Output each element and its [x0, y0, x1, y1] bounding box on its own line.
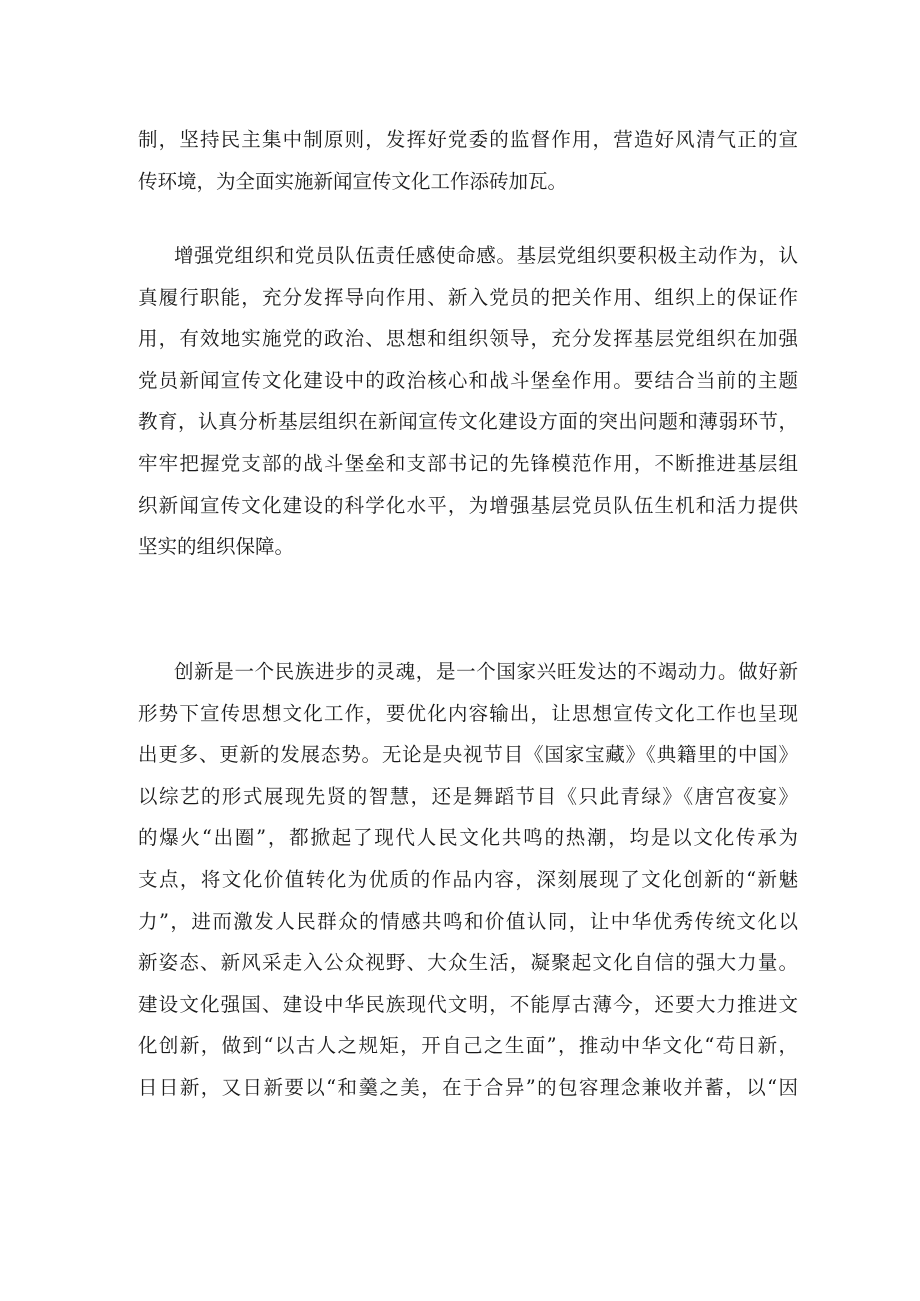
text-line: 创新是一个民族进步的灵魂，是一个国家兴旺发达的不竭动力。做好新	[174, 660, 798, 683]
text-line: 力”，进而激发人民群众的情感共鸣和价值认同，让中华优秀传统文化以	[138, 909, 798, 933]
text-line: 形势下宣传思想文化工作，要优化内容输出，让思想宣传文化工作也呈现	[138, 701, 798, 725]
text-line: 坚实的组织保障。	[138, 535, 295, 559]
text-line: 党员新闻宣传文化建设中的政治核心和战斗堡垒作用。要结合当前的主题	[138, 368, 798, 392]
text-line: 织新闻宣传文化建设的科学化水平，为增强基层党员队伍生机和活力提供	[138, 493, 798, 517]
text-line: 出更多、更新的发展态势。无论是央视节目《国家宝藏》《典籍里的中国》	[138, 743, 798, 767]
text-line: 增强党组织和党员队伍责任感使命感。基层党组织要积极主动作为，认	[174, 244, 798, 267]
text-line: 教育，认真分析基层组织在新闻宣传文化建设方面的突出问题和薄弱环节，	[138, 410, 798, 434]
text-line: 支点，将文化价值转化为优质的作品内容，深刻展现了文化创新的“新魅	[138, 867, 798, 891]
text-line: 建设文化强国、建设中华民族现代文明，不能厚古薄今，还要大力推进文	[138, 992, 798, 1016]
text-line: 化创新，做到“以古人之规矩，开自己之生面”，推动中华文化“苟日新，	[138, 1034, 798, 1058]
paragraph-1	[138, 119, 798, 202]
text-line: 用，有效地实施党的政治、思想和组织领导，充分发挥基层党组织在加强	[138, 327, 798, 351]
text-line: 以综艺的形式展现先贤的智慧，还是舞蹈节目《只此青绿》《唐宫夜宴》	[138, 784, 798, 808]
paragraph-2	[138, 235, 798, 568]
text-line: 的爆火“出圈”，都掀起了现代人民文化共鸣的热潮，均是以文化传承为	[138, 826, 798, 850]
text-line: 新姿态、新风采走入公众视野、大众生活，凝聚起文化自信的强大力量。	[138, 951, 798, 975]
paragraph-3	[138, 651, 798, 1109]
text-line: 传环境，为全面实施新闻宣传文化工作添砖加瓦。	[138, 169, 568, 193]
text-line: 牢牢把握党支部的战斗堡垒和支部书记的先锋模范作用，不断推进基层组	[138, 451, 798, 475]
text-line: 真履行职能，充分发挥导向作用、新入党员的把关作用、组织上的保证作	[138, 285, 798, 309]
text-line: 日日新，又日新要以“和羹之美，在于合异”的包容理念兼收并蓄，以“因	[138, 1075, 798, 1099]
text-line: 制，坚持民主集中制原则，发挥好党委的监督作用，营造好风清气正的宣	[138, 128, 798, 151]
